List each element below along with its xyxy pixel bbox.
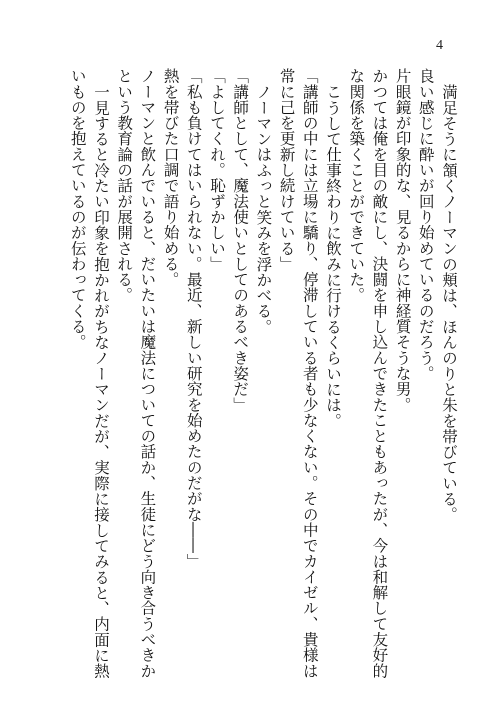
- text-line: 良い感じに酔いが回り始めているのだろう。: [416, 68, 435, 381]
- text-line: 「私も負けてはいられない。最近、新しい研究を始めたのだがな――」: [184, 68, 203, 569]
- text-line: ノーマンはふっと笑みを浮かべる。: [254, 83, 273, 334]
- body-text: [50, 68, 460, 683]
- text-line: 満足そうに頷くノーマンの頬は、ほんのりと朱を帯びている。: [440, 83, 458, 522]
- text-line: こうして仕事終わりに飲みに行けるくらいには。: [323, 83, 342, 428]
- text-line: 「講師として、魔法使いとしてのあるべき姿だ」: [231, 68, 250, 413]
- text-line: 「講師の中には立場に驕り、停滞している者も少なくない。その中でカイゼル、貴様は常に己を更新し続けている」: [277, 68, 319, 679]
- text-line: 片眼鏡が印象的な、見るからに神経質そうな男。: [393, 68, 412, 413]
- text-line: 一見すると冷たい印象を抱かれがちなノーマンだが、実際に接してみると、内面に熱いものを抱えているのが伝わってくる。: [68, 68, 110, 679]
- text-line: かつては俺を目の敵にし、決闘を申し込んできたこともあったが、今は和解して友好的な関係を築くことができていた。: [347, 68, 389, 679]
- text-line: ノーマンと飲んでいると、だいたいは魔法についての話か、生徒にどう向き合うべきかという教育論の話が展開される。: [115, 68, 157, 679]
- page-number: 4: [436, 38, 443, 53]
- text-line: 「よしてくれ。恥ずかしい」: [207, 68, 226, 272]
- text-line: 熱を帯びた口調で語り始める。: [161, 68, 180, 288]
